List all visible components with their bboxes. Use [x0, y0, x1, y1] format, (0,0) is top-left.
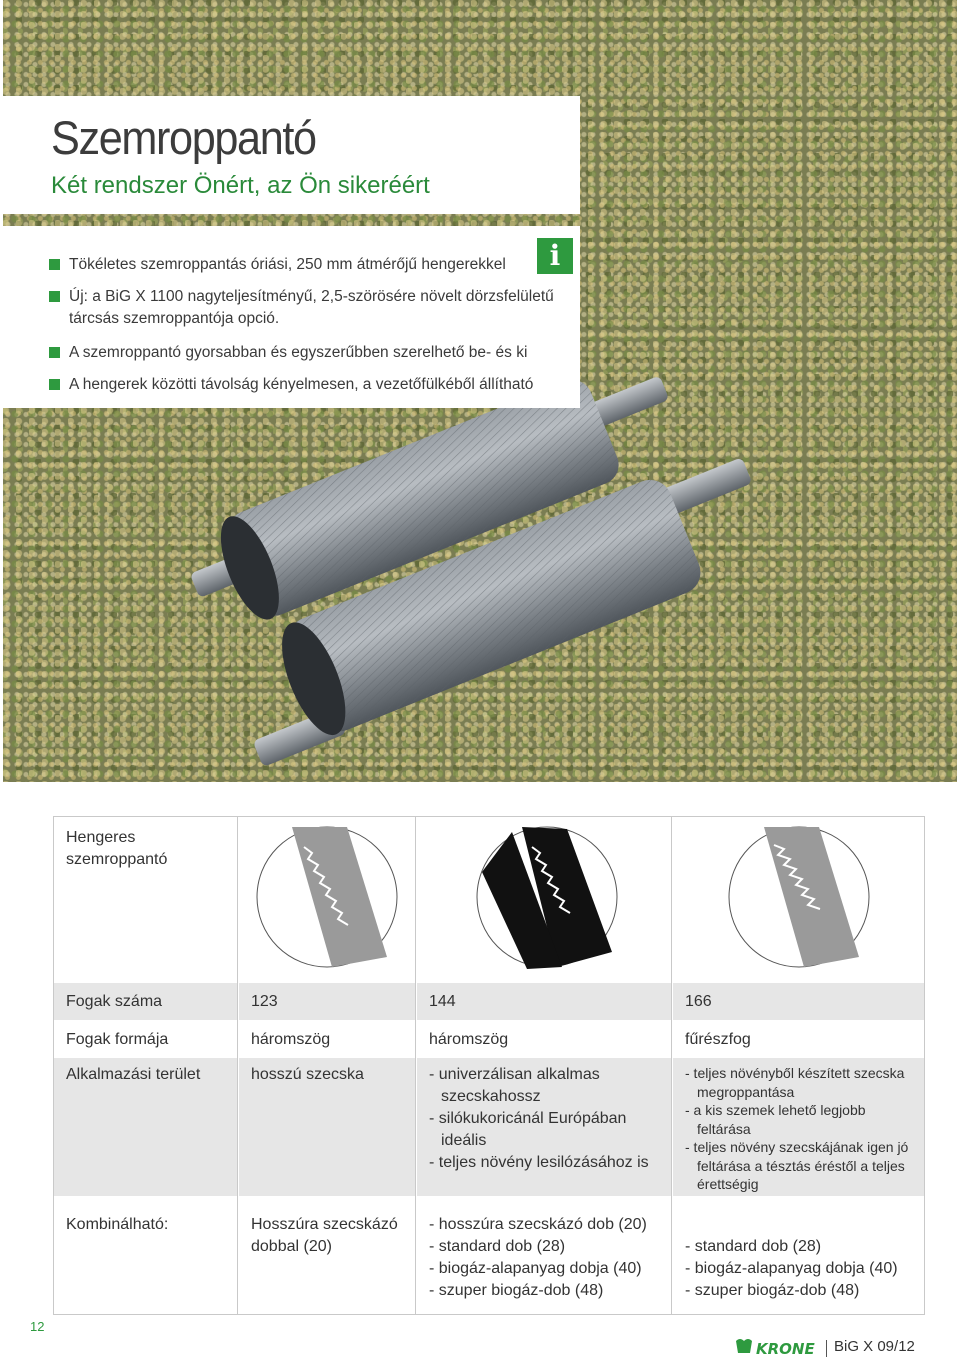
feature-item: A szemroppantó gyorsabban és egyszerűbben szerelhető be- és ki: [69, 342, 527, 364]
feature-item: Új: a BiG X 1100 nagyteljesítményű, 2,5-szörösére növelt dörzsfelületű: [69, 286, 554, 308]
list-item: - silókukoricánál Európában ideális: [429, 1110, 627, 1149]
table-row-application: Alkalmazási terület hosszú szecska - univerzálisan alkalmas szecskahossz - silókukoricánál Európában ideális - teljes növény lesilózásához is - teljes növényből készített szecska megroppantása - a kis szemek lehető legjobb feltárása - teljes növény szecskájának igen jó feltárása a tésztás éréstől a teljes érettségig: [54, 1058, 924, 1196]
comparison-table: [53, 816, 925, 1315]
feature-item: A hengerek közötti távolság kényelmesen, a vezetőfülkéből állítható: [69, 374, 533, 396]
list-item: - szuper biogáz-dob (48): [429, 1282, 604, 1299]
feature-item: Tökéletes szemroppantás óriási, 250 mm átmérőjű hengerekkel: [69, 254, 506, 276]
table-row-combinable: Kombinálható: Hosszúra szecskázó dobbal (20) - hosszúra szecskázó dob (20) - standard dob (28) - biogáz-alapanyag dobja (40) - szuper biogáz-dob (48) - standard dob (28) - biogáz-alapanyag dobja (40) - szuper biogáz-dob (48): [54, 1206, 924, 1314]
bullet-square-icon: [49, 379, 60, 390]
page-number: 12: [30, 1319, 45, 1334]
table-header-row: [54, 817, 924, 982]
bullet-square-icon: [49, 259, 60, 270]
table-row-teeth-count: Fogak száma 123 144 166: [54, 983, 924, 1020]
table-row-teeth-shape: Fogak formája háromszög háromszög fűrészfog: [66, 1031, 751, 1048]
info-icon: i: [537, 238, 573, 274]
list-item: - hosszúra szecskázó dob (20): [429, 1216, 647, 1233]
bullet-square-icon: [49, 347, 60, 358]
list-item: - teljes növény szecskájának igen jó feltárása a tésztás éréstől a teljes érettségig: [685, 1139, 909, 1192]
footer-separator: [826, 1340, 827, 1357]
krone-logo-icon: [734, 1337, 824, 1359]
triangle-teeth-diagram-123: [252, 817, 402, 977]
list-item: - standard dob (28): [429, 1238, 566, 1255]
page-subtitle: Két rendszer Önért, az Ön sikeréért: [51, 172, 430, 199]
title-box: [3, 96, 580, 214]
list-item: - a kis szemek lehető legjobb feltárása: [685, 1102, 866, 1137]
list-item: - biogáz-alapanyag dobja (40): [685, 1260, 898, 1277]
table-header-label: Hengeres szemroppantó: [66, 829, 168, 868]
list-item: - biogáz-alapanyag dobja (40): [429, 1260, 642, 1277]
brand-text: KRONE: [756, 1340, 815, 1358]
list-item: - teljes növény lesilózásához is: [429, 1154, 649, 1171]
list-item: - standard dob (28): [685, 1238, 822, 1255]
feature-item-continuation: tárcsás szemroppantója opció.: [69, 310, 280, 327]
list-item: - teljes növényből készített szecska megroppantása: [685, 1065, 905, 1100]
page-title: Szemroppantó: [51, 111, 316, 164]
list-item: - szuper biogáz-dob (48): [685, 1282, 860, 1299]
triangle-teeth-diagram-144: [472, 817, 622, 977]
document-reference: BiG X 09/12: [834, 1338, 915, 1355]
saw-teeth-diagram-166: [724, 817, 874, 977]
feature-list: [3, 226, 580, 408]
bullet-square-icon: [49, 291, 60, 302]
list-item: - univerzálisan alkalmas szecskahossz: [429, 1066, 600, 1105]
